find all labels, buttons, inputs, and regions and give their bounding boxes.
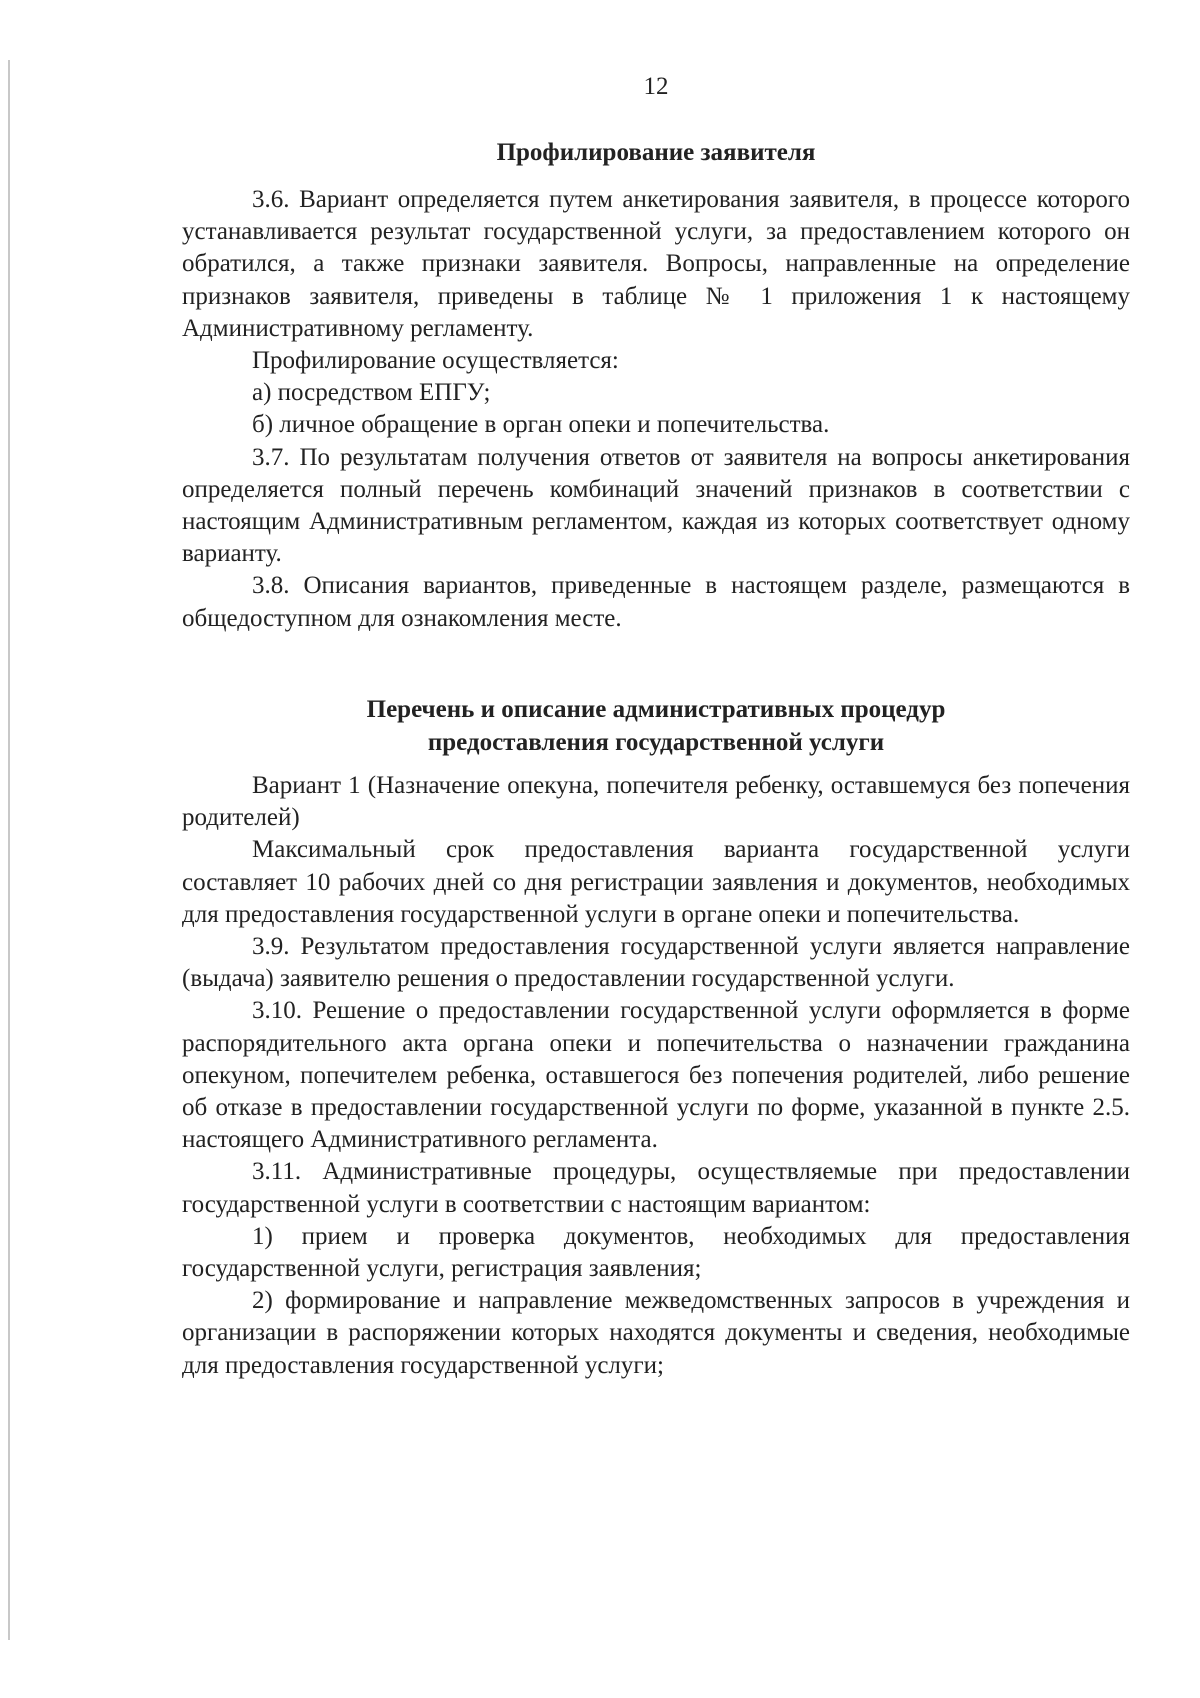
paragraph-3-9: 3.9. Результатом предоставления государственной услуги является направление (выдача) заявителю решения о предоставлении государственной услуги. <box>182 933 1130 993</box>
page-number: 12 <box>643 73 669 100</box>
list-item-a: а) посредством ЕПГУ; <box>252 379 491 407</box>
list-item-2: 2) формирование и направление межведомственных запросов в учреждения и организации в распоряжении которых находятся документы и сведения, необходимые для предоставления государственной услуги; <box>182 1287 1130 1379</box>
section-heading-procedures-line-1: Перечень и описание административных процедур <box>366 696 946 723</box>
paragraph-3-7: 3.7. По результатам получения ответов от заявителя на вопросы анкетирования определяется полный перечень комбинаций значений признаков в соответствии с настоящим Административным регламентом, каждая из которых соответствует одному варианту. <box>182 443 1130 568</box>
section-heading-profiling: Профилирование заявителя <box>496 139 816 166</box>
paragraph-3-6: 3.6. Вариант определяется путем анкетирования заявителя, в процессе которого устанавливается результат государственной услуги, за предоставлением которого он обратился, а также признаки заявителя. Вопросы, направленные на определение признаков заявителя, приведены в таблице № 1 приложения 1 к настоящему Административному регламенту. <box>182 186 1130 342</box>
section-profiling-body <box>182 184 1130 635</box>
paragraph-3-10: 3.10. Решение о предоставлении государственной услуги оформляется в форме распорядительного акта органа опеки и попечительства о назначении гражданина опекуном, попечителем ребенка, оставшегося без попечения родителей, либо решение об отказе в предоставлении государственной услуги по форме, указанной в пункте 2.5. настоящего Административного регламента. <box>182 997 1130 1154</box>
paragraph-max-term: Максимальный срок предоставления варианта государственной услуги составляет 10 рабочих дней со дня регистрации заявления и документов, необходимых для предоставления государственной услуги в органе опеки и попечительства. <box>182 836 1130 928</box>
section-procedures-body <box>182 770 1130 1382</box>
list-item-b: б) личное обращение в орган опеки и попечительства. <box>252 411 830 439</box>
paragraph-profiling-methods: Профилирование осуществляется: <box>252 347 619 375</box>
section-heading-procedures-line-2: предоставления государственной услуги <box>427 729 885 756</box>
list-item-1: 1) прием и проверка документов, необходимых для предоставления государственной услуги, регистрация заявления; <box>182 1222 1130 1283</box>
paragraph-3-8: 3.8. Описания вариантов, приведенные в настоящем разделе, размещаются в общедоступном для ознакомления месте. <box>182 572 1130 632</box>
paragraph-3-11: 3.11. Административные процедуры, осуществляемые при предоставлении государственной услуги в соответствии с настоящим вариантом: <box>182 1158 1130 1218</box>
section-heading-procedures <box>182 693 1130 759</box>
scan-edge-line <box>8 60 10 1640</box>
paragraph-variant-1: Вариант 1 (Назначение опекуна, попечителя ребенку, оставшемуся без попечения родителей) <box>182 772 1130 832</box>
